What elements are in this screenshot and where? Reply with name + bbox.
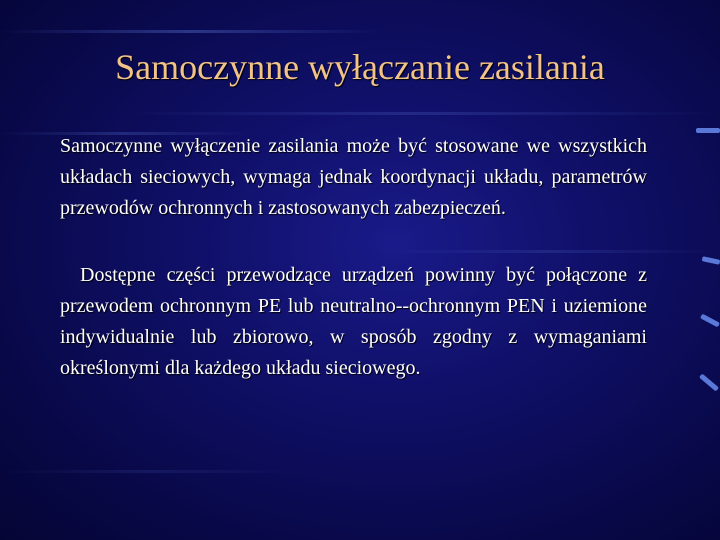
slide-title: Samoczynne wyłączanie zasilania (115, 47, 605, 87)
accent-bar (702, 256, 720, 265)
decorative-streak (0, 30, 380, 33)
accent-bar (696, 128, 720, 133)
accent-bar (700, 314, 720, 328)
decorative-streak (0, 470, 300, 473)
accent-bar (699, 374, 719, 392)
decorative-streak (120, 112, 720, 115)
paragraph-2: Dostępne części przewodzące urządzeń powinny być połączone z przewodem ochronnym PE lub neutralno--ochronnym PEN i uziemione indywidualnie lub zbiorowo, w sposób zgodny z wymaganiami określonymi dla każdego układu sieciowego. (60, 264, 647, 379)
decorative-streak (380, 250, 720, 253)
paragraph-1: Samoczynne wyłączenie zasilania może być stosowane we wszystkich układach sieciowych, wymaga jednak koordynacji układu, parametrów przewodów ochronnych i zastosowanych zabezpieczeń. (60, 135, 647, 219)
